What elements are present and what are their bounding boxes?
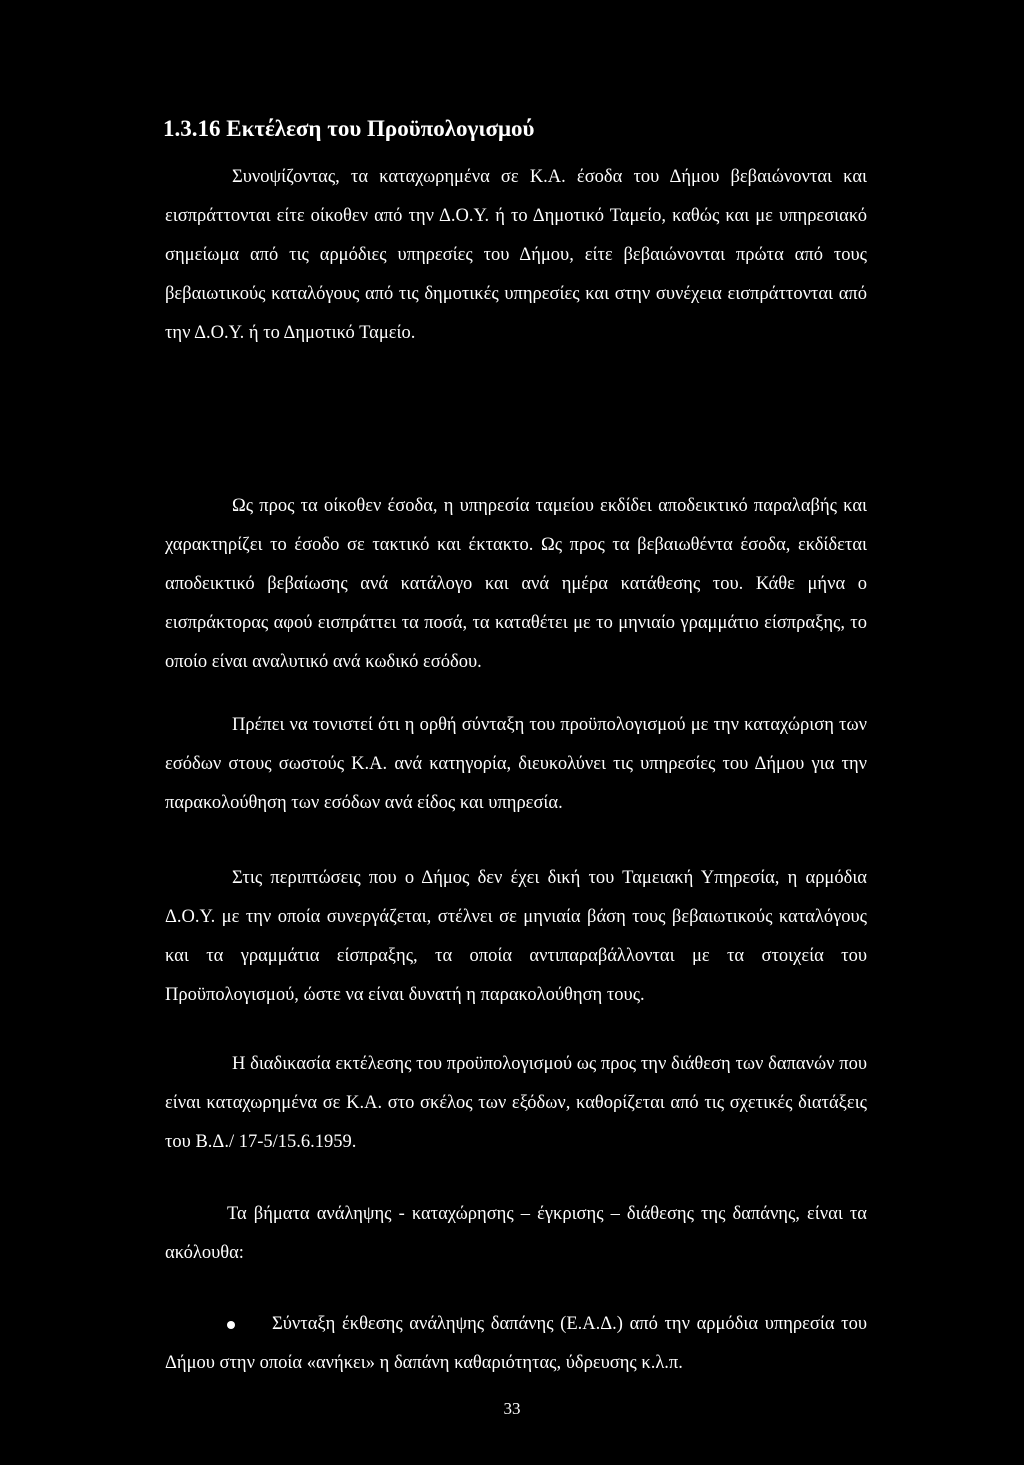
section-heading: 1.3.16 Εκτέλεση του Προϋπολογισμού	[163, 116, 535, 141]
list-item-text: Σύνταξη έκθεσης ανάληψης δαπάνης (Ε.Α.Δ.) από την αρμόδια υπηρεσία του Δήμου στην οποία «ανήκει» η δαπάνη καθαριότητας, ύδρευσης κ.λ.π.	[165, 1314, 867, 1373]
paragraph-direct-revenue: Ως προς τα οίκοθεν έσοδα, η υπηρεσία ταμείου εκδίδει αποδεικτικό παραλαβής και χαρακτηρίζει το έσοδο σε τακτικό και έκτακτο. Ως προς τα βεβαιωθέντα έσοδα, εκδίδεται αποδεικτικό βεβαίωσης ανά κατάλογο και ανά ημέρα κατάθεσης του. Κάθε μήνα ο εισπράκτορας αφού εισπράττει τα ποσά, τα καταθέτει με το μηνιαίο γραμμάτιο είσπραξης, το οποίο είναι αναλυτικό ανά κωδικό εσόδου.	[165, 496, 867, 672]
paragraph-expense-procedure: Η διαδικασία εκτέλεσης του προϋπολογισμού ως προς την διάθεση των δαπανών που είναι καταχωρημένα σε Κ.Α. στο σκέλος των εξόδων, καθορίζεται από τις σχετικές διατάξεις του Β.Δ./ 17-5/15.6.1959.	[165, 1054, 867, 1152]
list-item	[165, 1305, 867, 1383]
bullet-icon	[227, 1321, 235, 1329]
page-number: 33	[503, 1399, 521, 1418]
paragraph-budget-correctness: Πρέπει να τονιστεί ότι η ορθή σύνταξη του προϋπολογισμού με την καταχώριση των εσόδων στους σωστούς Κ.Α. ανά κατηγορία, διευκολύνει τις υπηρεσίες του Δήμου για την παρακολούθηση των εσόδων ανά είδος και υπηρεσία.	[165, 715, 867, 813]
paragraph-treasury-cases: Στις περιπτώσεις που ο Δήμος δεν έχει δική του Ταμειακή Υπηρεσία, η αρμόδια Δ.Ο.Υ. με την οποία συνεργάζεται, στέλνει σε μηνιαία βάση τους βεβαιωτικούς καταλόγους και τα γραμμάτια είσπραξης, τα οποία αντιπαραβάλλονται με τα στοιχεία του Προϋπολογισμού, ώστε να είναι δυνατή η παρακολούθηση τους.	[165, 868, 867, 1005]
paragraph-revenue-summary: Συνοψίζοντας, τα καταχωρημένα σε Κ.Α. έσοδα του Δήμου βεβαιώνονται και εισπράττονται είτε οίκοθεν από την Δ.Ο.Υ. ή το Δημοτικό Ταμείο, καθώς και με υπηρεσιακό σημείωμα από τις αρμόδιες υπηρεσίες του Δήμου, είτε βεβαιώνονται πρώτα από τους βεβαιωτικούς καταλόγους από τις δημοτικές υπηρεσίες και στην συνέχεια εισπράττονται από την Δ.Ο.Υ. ή το Δημοτικό Ταμείο.	[165, 167, 867, 343]
paragraph-steps-intro: Τα βήματα ανάληψης - καταχώρησης – έγκρισης – διάθεσης της δαπάνης, είναι τα ακόλουθα:	[165, 1204, 867, 1263]
